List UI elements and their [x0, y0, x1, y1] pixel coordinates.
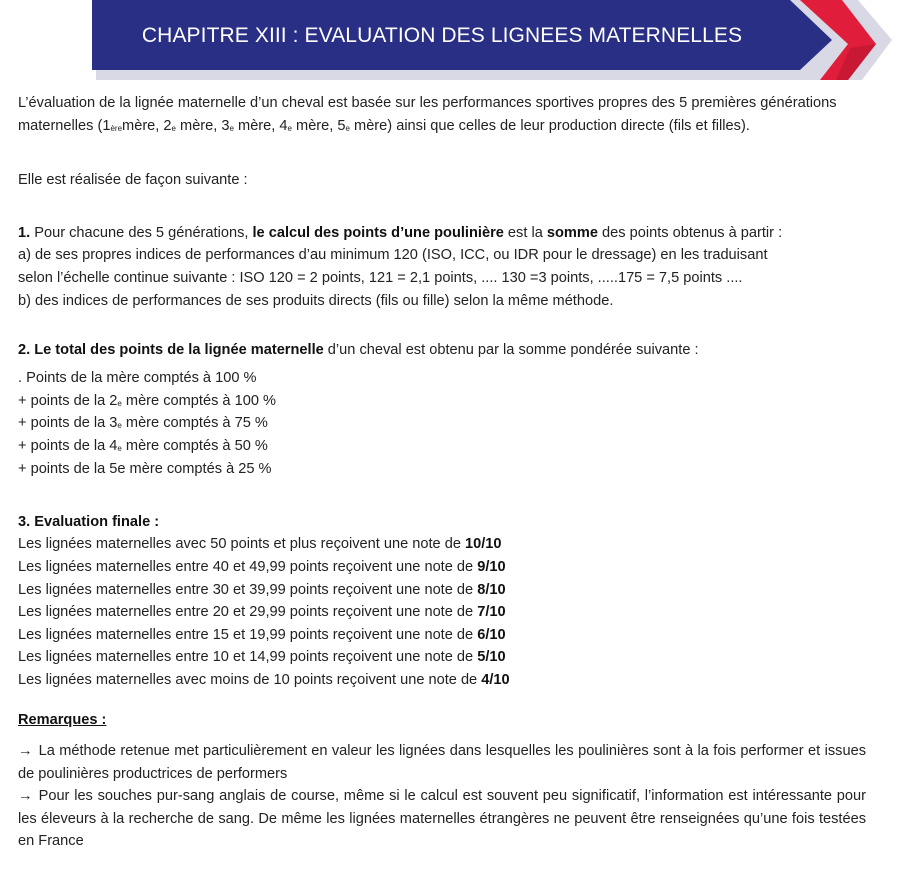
- section-1-line-a: a) de ses propres indices de performances d’au minimum 120 (ISO, ICC, ou IDR pour le dressage) en les traduisant: [18, 247, 768, 264]
- grade-row: Les lignées maternelles entre 20 et 29,99 points reçoivent une note de 7/10: [18, 604, 506, 621]
- grade-row: Les lignées maternelles entre 40 et 49,99 points reçoivent une note de 9/10: [18, 558, 506, 575]
- remark-2: → Pour les souches pur-sang anglais de course, même si le calcul est souvent peu significatif, l’information est intéressante pour les éleveurs à la recherche de sang. De même les lignées maternelles étrangères ne peuvent être renseignées qu’une fois testées en France: [18, 788, 866, 850]
- arrow-right-icon: →: [18, 788, 33, 805]
- weight-line-5: + points de la 5e mère comptés à 25 %: [18, 460, 272, 477]
- arrow-right-icon: →: [18, 743, 33, 760]
- grading-list: [18, 533, 866, 691]
- section-3-heading: 3. Evaluation finale :: [18, 513, 160, 530]
- remarks-title: Remarques :: [18, 712, 107, 729]
- grade-row: Les lignées maternelles entre 30 et 39,99 points reçoivent une note de 8/10: [18, 581, 506, 598]
- grade-row: Les lignées maternelles avec 50 points et plus reçoivent une note de 10/10: [18, 536, 502, 553]
- weight-line-3: + points de la $3_e$ mère comptés à 75 %: [18, 415, 268, 432]
- intro-paragraph: L’évaluation de la lignée maternelle d’un cheval est basée sur les performances sportives propres des 5 premières générations maternelles (1èremère, $2_e$ mère, $3_e$ mère, $4_e$ mère, $5_e$ mère) ainsi que celles de leur production directe (fils et filles).: [18, 95, 837, 134]
- method-intro: Elle est réalisée de façon suivante :: [18, 172, 248, 189]
- section-2-heading: 2. Le total des points de la lignée maternelle d’un cheval est obtenu par la somme pondérée suivante :: [18, 341, 699, 358]
- weight-line-1: . Points de la mère comptés à 100 %: [18, 370, 257, 387]
- chapter-banner: [0, 0, 900, 82]
- section-1-heading: 1. Pour chacune des 5 générations, le calcul des points d’une poulinière est la somme des points obtenus à partir :: [18, 224, 783, 241]
- remark-1: → La méthode retenue met particulièrement en valeur les lignées dans lesquelles les poulinières sont à la fois performer et issues de poulinières productrices de performers: [18, 743, 866, 782]
- section-1-line-b: b) des indices de performances de ses produits directs (fils ou fille) selon la même méthode.: [18, 292, 614, 309]
- weight-line-2: + points de la $2_e$ mère comptés à 100 %: [18, 392, 276, 409]
- document-body: [18, 92, 866, 853]
- grade-row: Les lignées maternelles entre 10 et 14,99 points reçoivent une note de 5/10: [18, 649, 506, 666]
- grade-row: Les lignées maternelles entre 15 et 19,99 points reçoivent une note de 6/10: [18, 626, 506, 643]
- weight-line-4: + points de la $4_e$ mère comptés à 50 %: [18, 438, 268, 455]
- section-1-line-a2: selon l’échelle continue suivante : ISO 120 = 2 points, 121 = 2,1 points, .... 130 =3 points, .....175 = 7,5 points ....: [18, 269, 743, 286]
- chapter-title: CHAPITRE XIII : EVALUATION DES LIGNEES MATERNELLES: [141, 24, 743, 47]
- grade-row: Les lignées maternelles avec moins de 10 points reçoivent une note de 4/10: [18, 671, 510, 688]
